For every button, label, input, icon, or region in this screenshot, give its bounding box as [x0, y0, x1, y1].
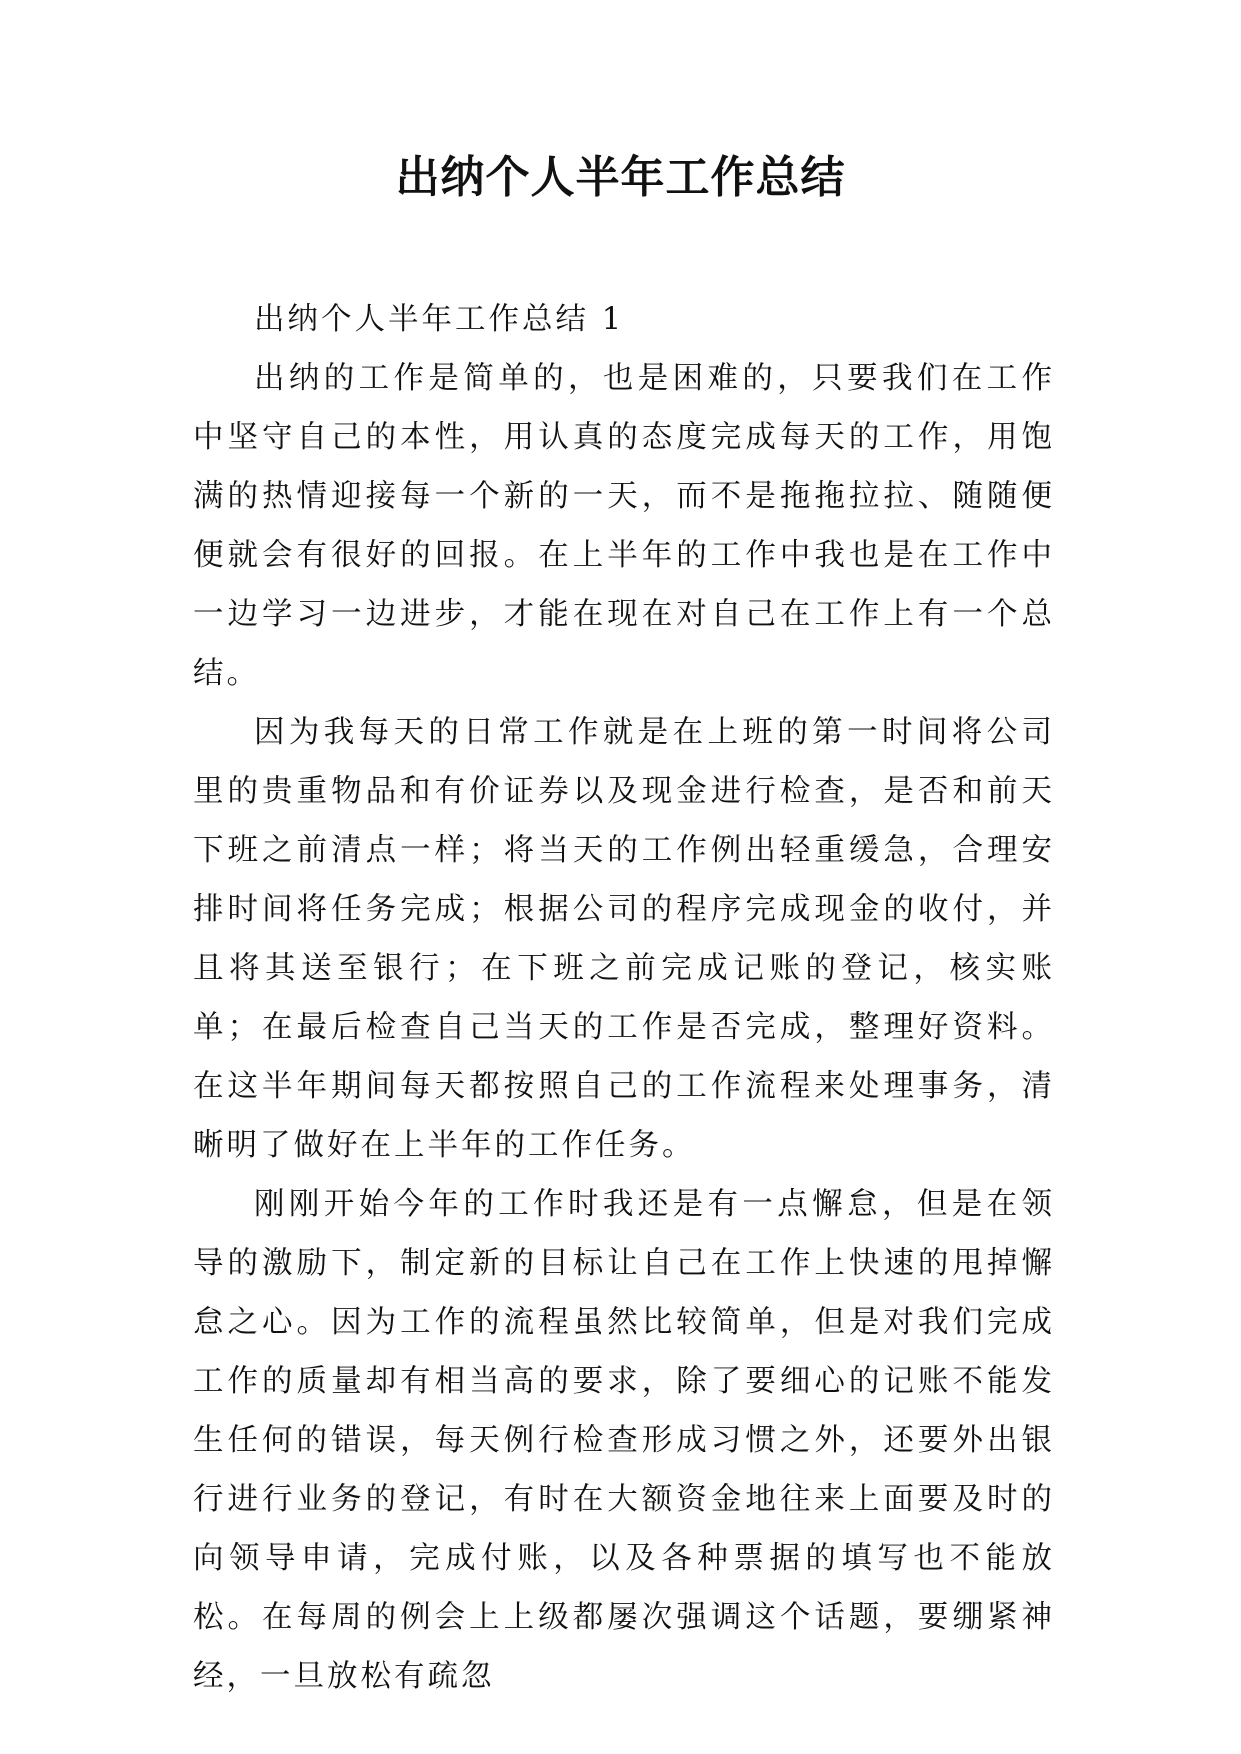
paragraph: 刚刚开始今年的工作时我还是有一点懈怠，但是在领导的激励下，制定新的目标让自己在工作上快速的甩掉懈怠之心。因为工作的流程虽然比较简单，但是对我们完成工作的质量却有相当高的要求，除了要细心的记账不能发生任何的错误，每天例行检查形成习惯之外，还要外出银行进行业务的登记，有时在大额资金地往来上面要及时的向领导申请，完成付账，以及各种票据的填写也不能放松。在每周的例会上上级都屡次强调这个话题，要绷紧神经，一旦放松有疏忽 [193, 1187, 1055, 1694]
document-title: 出纳个人半年工作总结 [395, 152, 846, 203]
paragraph: 出纳的工作是简单的，也是困难的，只要我们在工作中坚守自己的本性，用认真的态度完成每天的工作，用饱满的热情迎接每一个新的一天，而不是拖拖拉拉、随随便便就会有很好的回报。在上半年的工作中我也是在工作中一边学习一边进步，才能在现在对自己在工作上有一个总结。 [193, 361, 1055, 691]
section-heading: 出纳个人半年工作总结 1 [254, 302, 625, 337]
document-body [193, 290, 1055, 1706]
paragraph: 因为我每天的日常工作就是在上班的第一时间将公司里的贵重物品和有价证券以及现金进行检查，是否和前天下班之前清点一样；将当天的工作例出轻重缓急，合理安排时间将任务完成；根据公司的程序完成现金的收付，并且将其送至银行；在下班之前完成记账的登记，核实账单；在最后检查自己当天的工作是否完成，整理好资料。在这半年期间每天都按照自己的工作流程来处理事务，清晰明了做好在上半年的工作任务。 [193, 715, 1055, 1163]
